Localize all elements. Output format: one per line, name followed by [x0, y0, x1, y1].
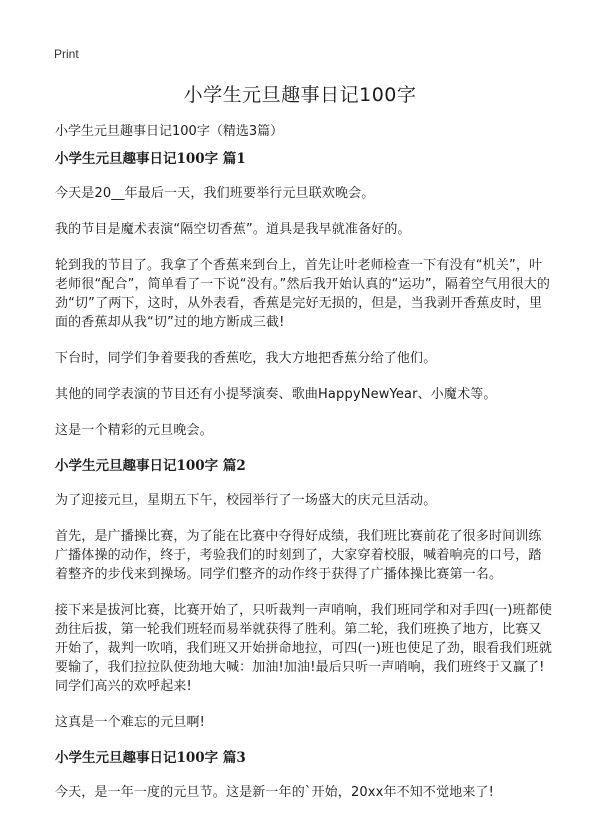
document-subtitle: 小学生元旦趣事日记100字（精选3篇） [55, 124, 284, 139]
paragraph: 其他的同学表演的节目还有小提琴演奏、歌曲HappyNewYear、小魔术等。 [55, 387, 497, 402]
document-content [55, 150, 553, 819]
section-heading: 小学生元旦趣事日记100字 篇3 [55, 750, 246, 766]
print-link[interactable]: Print [54, 47, 79, 61]
paragraph: 下台时，同学们争着要我的香蕉吃，我大方地把香蕉分给了他们。 [55, 351, 437, 366]
section-3 [55, 749, 553, 802]
paragraph: 我的节目是魔术表演“隔空切香蕉”。道具是我早就准备好的。 [55, 222, 411, 237]
paragraph: 这真是一个难忘的元旦啊! [55, 715, 206, 730]
paragraph: 轮到我的节目了。我拿了个香蕉来到台上，首先让叶老师检查一下有没有“机关”，叶老师很“配合”，简单看了一下说“没有。”然后我开始认真的“运功”，隔着空气用很大的劲“切”了两下，这时，从外表看，香蕉是完好无损的，但是，当我剥开香蕉皮时，里面的香蕉却从我“切”过的地方断成三截! [55, 258, 551, 330]
section-heading: 小学生元旦趣事日记100字 篇2 [55, 458, 246, 474]
document-title: 小学生元旦趣事日记100字 [183, 84, 417, 106]
section-2 [55, 457, 553, 732]
section-heading: 小学生元旦趣事日记100字 篇1 [55, 151, 246, 167]
paragraph: 今天，是一年一度的元旦节。这是新一年的`开始，20xx年不知不觉地来了! [55, 785, 495, 800]
paragraph: 这是一个精彩的元旦晚会。 [55, 423, 213, 438]
paragraph: 首先，是广播操比赛，为了能在比赛中夺得好成绩，我们班比赛前花了很多时间训练广播体操的动作，终于，考验我们的时刻到了，大家穿着校服，喊着响亮的口号，踏着整齐的步伐来到操场。同学们整齐的动作终于获得了广播体操比赛第一名。 [55, 529, 542, 582]
paragraph: 接下来是拔河比赛，比赛开始了，只听裁判一声哨响，我们班同学和对手四(一)班都使劲往后拔，第一轮我们班轻而易举就获得了胜利。第二轮，我们班换了地方，比赛又开始了，裁判一吹哨，我们班又开始拼命地拉，可四(一)班也使足了劲，眼看我们班就要输了，我们拉拉队使劲地大喊：加油!加油!最后只听一声哨响，我们班终于又赢了!同学们高兴的欢呼起来! [55, 603, 552, 694]
paragraph: 为了迎接元旦，星期五下午，校园举行了一场盛大的庆元旦活动。 [55, 493, 437, 508]
section-1 [55, 150, 553, 440]
paragraph: 今天是20__年最后一天，我们班要举行元旦联欢晚会。 [55, 186, 375, 201]
